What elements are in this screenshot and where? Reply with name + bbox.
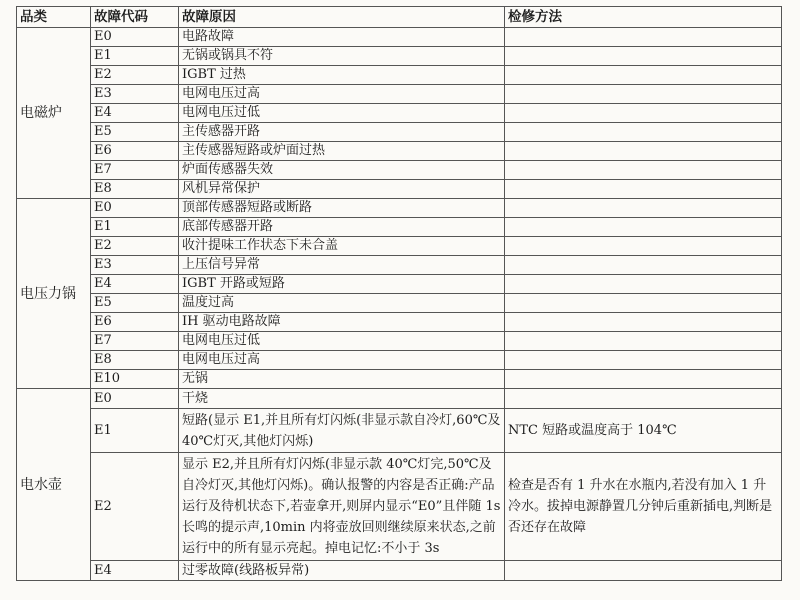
fault-code: E3 (91, 85, 179, 104)
fault-reason: 干烧 (179, 389, 505, 409)
table-row (17, 142, 782, 161)
header-reason: 故障原因 (179, 7, 505, 28)
fault-reason: 显示 E2,并且所有灯闪烁(非显示款 40℃灯完,50℃及自冷灯灭,其他灯闪烁)。确认报警的内容是否正确:产品运行及待机状态下,若壶拿开,则屏内显示“E0”且伴随 1s 长鸣的提示声,10min 内将壶放回则继续原来状态,之前运行中的所有显示亮起。掉电记忆:不小于 3s (179, 453, 505, 561)
fault-code: E1 (91, 409, 179, 453)
repair-method (505, 123, 782, 142)
fault-code: E1 (91, 218, 179, 237)
table-row (17, 218, 782, 237)
table-row (17, 561, 782, 581)
table-row (17, 47, 782, 66)
header-category: 品类 (17, 7, 91, 28)
table-row (17, 256, 782, 275)
repair-method (505, 370, 782, 389)
header-code: 故障代码 (91, 7, 179, 28)
repair-method (505, 237, 782, 256)
fault-reason: 主传感器短路或炉面过热 (179, 142, 505, 161)
repair-method (505, 180, 782, 199)
category-induction: 电磁炉 (17, 28, 91, 199)
repair-method (505, 142, 782, 161)
table-row (17, 275, 782, 294)
table-row (17, 123, 782, 142)
fault-reason: 短路(显示 E1,并且所有灯闪烁(非显示款自冷灯,60℃及40℃灯灭,其他灯闪烁) (179, 409, 505, 453)
fault-code: E10 (91, 370, 179, 389)
fault-code: E5 (91, 123, 179, 142)
repair-method (505, 275, 782, 294)
fault-code: E7 (91, 161, 179, 180)
fault-code: E0 (91, 199, 179, 218)
fault-reason: 电网电压过低 (179, 104, 505, 123)
category-kettle: 电水壶 (17, 389, 91, 581)
fault-reason: IGBT 开路或短路 (179, 275, 505, 294)
fault-code: E8 (91, 351, 179, 370)
fault-reason: 电网电压过高 (179, 351, 505, 370)
table-row (17, 104, 782, 123)
fault-code: E4 (91, 561, 179, 581)
repair-method (505, 47, 782, 66)
fault-reason: 上压信号异常 (179, 256, 505, 275)
table-row (17, 237, 782, 256)
table-row (17, 370, 782, 389)
table-row (17, 85, 782, 104)
fault-code: E6 (91, 142, 179, 161)
fault-code: E4 (91, 104, 179, 123)
fault-reason: 电网电压过低 (179, 332, 505, 351)
fault-code: E4 (91, 275, 179, 294)
table-row (17, 332, 782, 351)
fault-reason: 电路故障 (179, 28, 505, 47)
repair-method (505, 85, 782, 104)
fault-reason: 主传感器开路 (179, 123, 505, 142)
fault-code: E5 (91, 294, 179, 313)
table-row (17, 161, 782, 180)
repair-method (505, 256, 782, 275)
table-row (17, 313, 782, 332)
repair-method (505, 104, 782, 123)
fault-reason: 风机异常保护 (179, 180, 505, 199)
fault-reason: 炉面传感器失效 (179, 161, 505, 180)
table-row (17, 180, 782, 199)
fault-code: E0 (91, 389, 179, 409)
repair-method (505, 218, 782, 237)
repair-method (505, 313, 782, 332)
table-row (17, 199, 782, 218)
repair-method (505, 561, 782, 581)
fault-reason: 收汁提味工作状态下未合盖 (179, 237, 505, 256)
fault-code: E0 (91, 28, 179, 47)
fault-reason: 过零故障(线路板异常) (179, 561, 505, 581)
repair-method (505, 389, 782, 409)
fault-reason: 顶部传感器短路或断路 (179, 199, 505, 218)
fault-reason: 无锅 (179, 370, 505, 389)
fault-code: E2 (91, 237, 179, 256)
fault-code: E2 (91, 66, 179, 85)
fault-reason: 底部传感器开路 (179, 218, 505, 237)
repair-method (505, 66, 782, 85)
repair-method (505, 199, 782, 218)
fault-code: E3 (91, 256, 179, 275)
fault-code: E1 (91, 47, 179, 66)
repair-method (505, 28, 782, 47)
repair-method (505, 161, 782, 180)
header-method: 检修方法 (505, 7, 782, 28)
table-row (17, 66, 782, 85)
repair-method: NTC 短路或温度高于 104℃ (505, 409, 782, 453)
repair-method (505, 351, 782, 370)
fault-reason: IH 驱动电路故障 (179, 313, 505, 332)
table-row (17, 294, 782, 313)
fault-reason: IGBT 过热 (179, 66, 505, 85)
fault-code-table (16, 6, 782, 581)
fault-code: E6 (91, 313, 179, 332)
table-row (17, 453, 782, 561)
repair-method (505, 294, 782, 313)
table-row (17, 28, 782, 47)
table-row (17, 389, 782, 409)
fault-code: E2 (91, 453, 179, 561)
table-row (17, 351, 782, 370)
header-row (17, 7, 782, 28)
fault-reason: 温度过高 (179, 294, 505, 313)
repair-method (505, 332, 782, 351)
table-row (17, 409, 782, 453)
fault-code: E8 (91, 180, 179, 199)
repair-method: 检查是否有 1 升水在水瓶内,若没有加入 1 升冷水。拔掉电源静置几分钟后重新插电,判断是否还存在故障 (505, 453, 782, 561)
fault-reason: 无锅或锅具不符 (179, 47, 505, 66)
fault-reason: 电网电压过高 (179, 85, 505, 104)
category-pressure-cooker: 电压力锅 (17, 199, 91, 389)
fault-code: E7 (91, 332, 179, 351)
